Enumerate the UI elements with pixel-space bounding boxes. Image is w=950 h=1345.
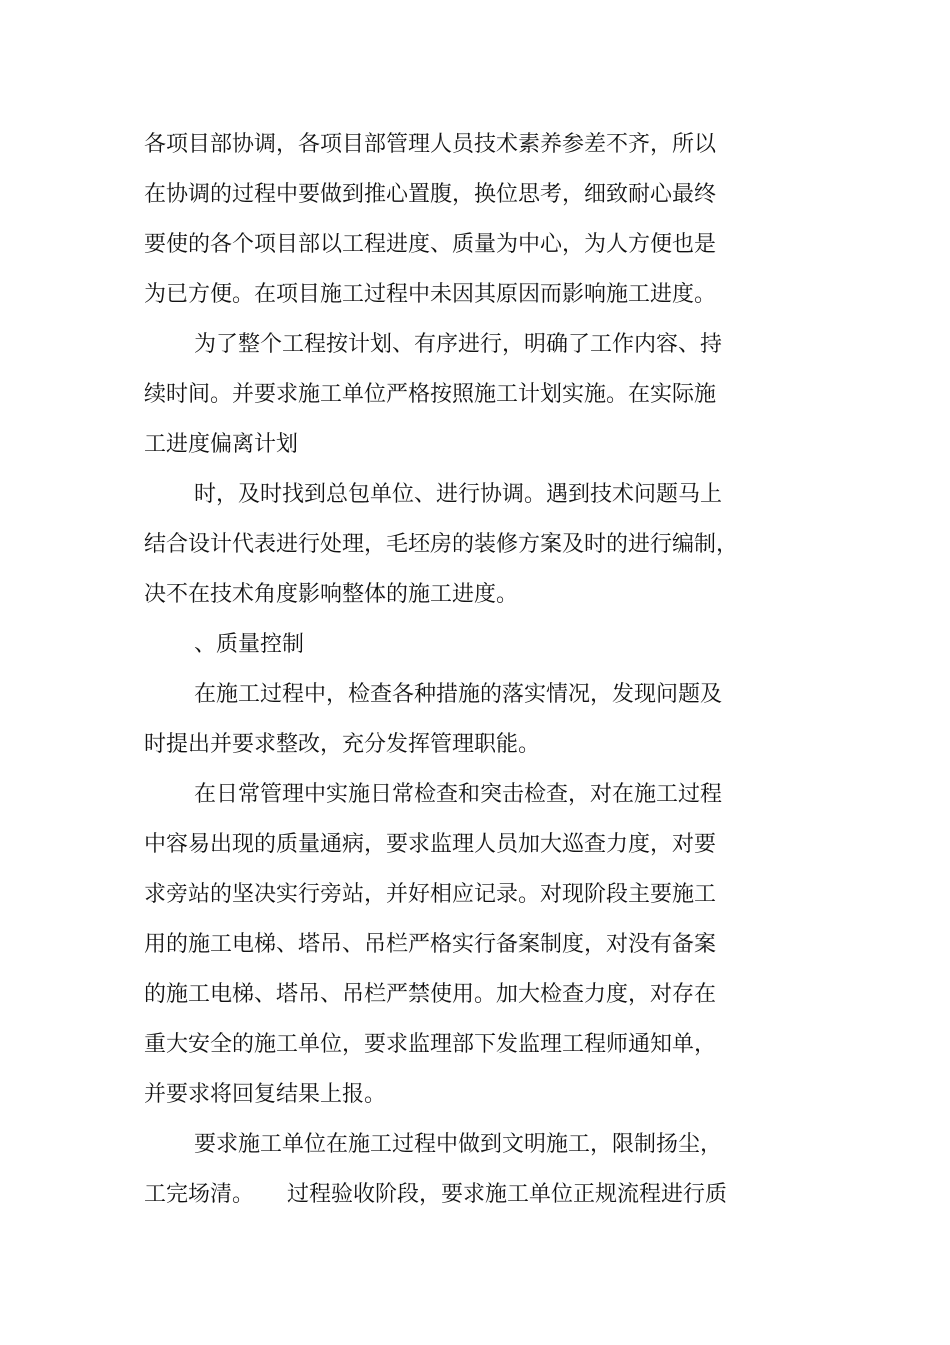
text-line: 结合设计代表进行处理，毛坯房的装修方案及时的进行编制， — [144, 532, 739, 557]
text-line: 各项目部协调，各项目部管理人员技术素养参差不齐，所以 — [144, 132, 717, 157]
text-line: 时提出并要求整改，充分发挥管理职能。 — [144, 732, 541, 757]
text-line: 用的施工电梯、塔吊、吊栏严格实行备案制度，对没有备案 — [144, 932, 717, 957]
text-line: 的施工电梯、塔吊、吊栏严禁使用。加大检查力度，对存在 — [144, 982, 717, 1007]
paragraph-first-line: 在施工过程中，检查各种措施的落实情况，发现问题及 — [194, 682, 723, 707]
paragraph-first-line: 要求施工单位在施工过程中做到文明施工，限制扬尘， — [194, 1132, 723, 1157]
text-line: 中容易出现的质量通病，要求监理人员加大巡查力度，对要 — [144, 832, 717, 857]
text-line: 决不在技术角度影响整体的施工进度。 — [144, 582, 519, 607]
text-line: 并要求将回复结果上报。 — [144, 1082, 387, 1107]
section-heading: 、质量控制 — [194, 632, 305, 657]
paragraph-first-line: 为了整个工程按计划、有序进行，明确了工作内容、持 — [194, 332, 723, 357]
paragraph-first-line: 时，及时找到总包单位、进行协调。遇到技术问题马上 — [194, 482, 723, 507]
text-line: 在协调的过程中要做到推心置腹，换位思考，细致耐心最终 — [144, 182, 717, 207]
text-line: 工完场清。 过程验收阶段，要求施工单位正规流程进行质 — [144, 1182, 728, 1207]
paragraph-first-line: 在日常管理中实施日常检查和突击检查，对在施工过程 — [194, 782, 723, 807]
text-line: 续时间。并要求施工单位严格按照施工计划实施。在实际施 — [144, 382, 717, 407]
text-line: 重大安全的施工单位，要求监理部下发监理工程师通知单， — [144, 1032, 717, 1057]
text-line: 为已方便。在项目施工过程中未因其原因而影响施工进度。 — [144, 282, 717, 307]
text-line: 求旁站的坚决实行旁站，并好相应记录。对现阶段主要施工 — [144, 882, 717, 907]
document-body — [144, 120, 754, 1220]
text-line: 要使的各个项目部以工程进度、质量为中心，为人方便也是 — [144, 232, 717, 257]
text-line: 工进度偏离计划 — [144, 432, 299, 457]
